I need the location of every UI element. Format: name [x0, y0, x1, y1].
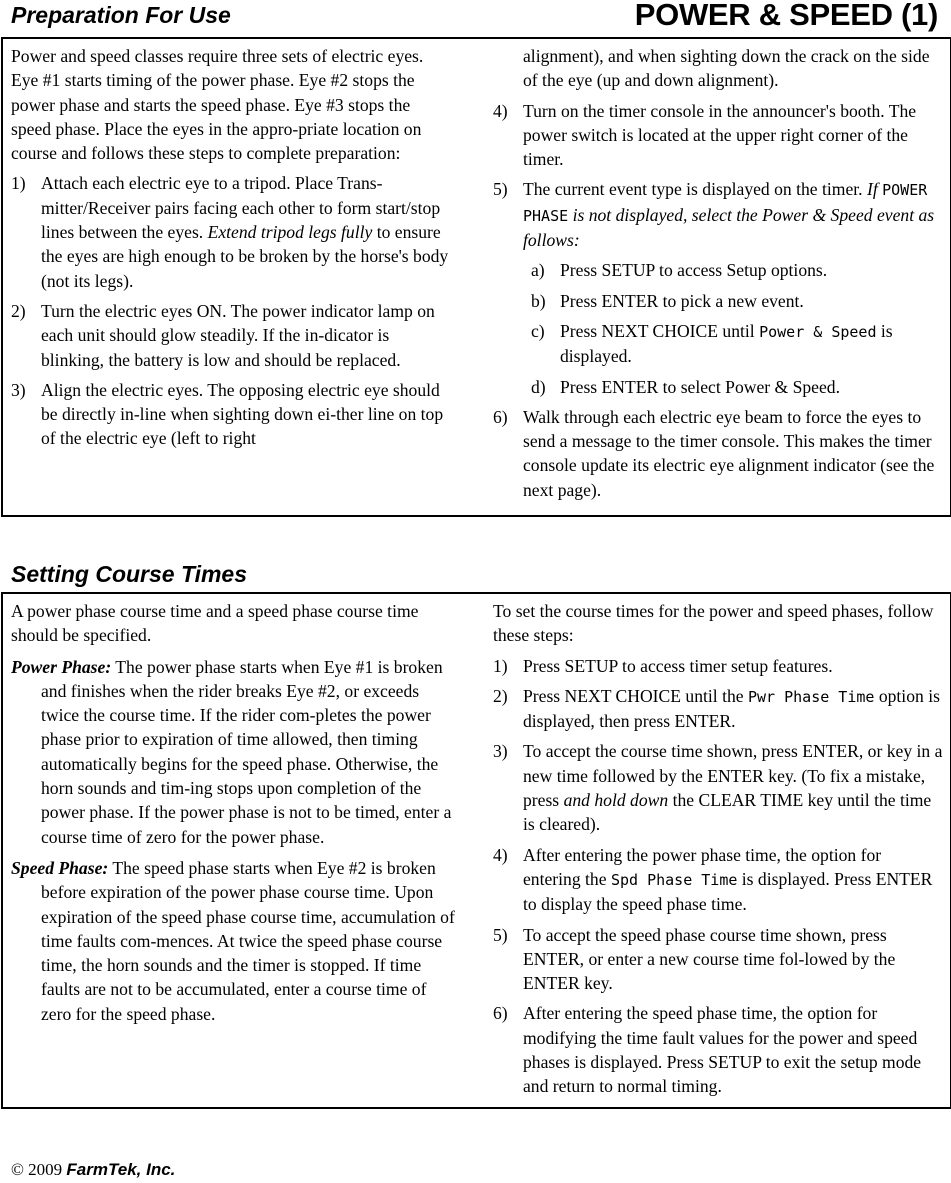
power-phase-text: The power phase starts when Eye #1 is broken and finishes when the rider breaks Eye #2, or exceeds twice the course time. If the rider com-pletes the power phase prior to expiration of time allowed, then timing automatically begins for the speed phase. Otherwise, the horn sounds and tim-ing stops upon completion of the power phase. If the power phase is not to be timed, enter a course time of zero for the power phase.	[41, 656, 452, 847]
page-title: POWER & SPEED (1)	[634, 0, 938, 32]
step-text: After entering the power phase time, the option for entering the	[523, 844, 882, 889]
course-step-4	[493, 843, 943, 917]
course-intro: A power phase course time and a speed phase course time should be specified.	[11, 601, 419, 646]
step-number: 2)	[11, 300, 26, 321]
course-step-1	[493, 654, 943, 678]
prep-step-1	[11, 171, 451, 292]
step-text: Press SETUP to access timer setup features.	[523, 655, 833, 676]
course-times-box	[1, 592, 951, 1109]
course-left-column	[11, 599, 459, 1026]
step-emphasis: and hold down	[563, 790, 669, 811]
power-phase-label: Power Phase:	[11, 656, 112, 677]
step-text: is displayed. Press ENTER to display the speed phase time.	[523, 868, 933, 915]
step-number: 1)	[11, 173, 26, 194]
substep-letter: a)	[531, 260, 545, 281]
step-text: to ensure the eyes are high enough to be broken by the horse's body (not its legs).	[41, 222, 449, 291]
display-text-power-phase: POWER PHASE	[523, 181, 928, 225]
substep-letter: c)	[531, 320, 545, 341]
step-text: alignment), and when sighting down the crack on the side of the eye (up and down alignment).	[523, 46, 930, 91]
preparation-left-column	[11, 44, 451, 451]
prep-step-4	[493, 99, 943, 172]
step-emphasis: Extend tripod legs fully	[207, 222, 373, 243]
course-step-5	[493, 923, 943, 996]
course-step-2	[493, 684, 943, 734]
step-number: 1)	[493, 655, 508, 676]
prep-substep-a	[493, 258, 943, 282]
substep-text: Press SETUP to access Setup options.	[560, 260, 828, 281]
section-title-course-times: Setting Course Times	[11, 561, 248, 587]
course-step-3	[493, 739, 943, 836]
substep-text: Press ENTER to select Power & Speed.	[560, 376, 840, 397]
step-number: 3)	[493, 741, 508, 762]
step-text: To accept the speed phase course time shown, press ENTER, or enter a new course time fol-lowed by the ENTER key.	[523, 924, 896, 994]
substep-text: is displayed.	[560, 320, 893, 367]
substep-text: Press NEXT CHOICE until	[560, 320, 755, 341]
step-emphasis: If	[866, 179, 878, 200]
prep-step-3-continued	[493, 44, 943, 93]
brand-name: FarmTek, Inc.	[66, 1160, 176, 1179]
course-right-column	[493, 599, 943, 1099]
course-step-6	[493, 1001, 943, 1098]
step-text: Align the electric eyes. The opposing electric eye should be directly in-line when sighting down ei-ther line on top of the electric eye (left to right	[41, 379, 444, 449]
display-text-spd-phase-time: Spd Phase Time	[610, 870, 738, 889]
step-text: To accept the course time shown, press ENTER, or key in a new time followed by the ENTER key. (To fix a mistake, press	[523, 741, 943, 811]
prep-substep-d	[493, 375, 943, 399]
step-number: 4)	[493, 844, 508, 865]
step-text: Attach each electric eye to a tripod. Place Trans-mitter/Receiver pairs facing each other to form start/stop lines between the eyes.	[41, 173, 441, 243]
step-text: option is displayed, then press ENTER.	[523, 685, 940, 732]
preparation-box	[1, 37, 951, 517]
display-text-pwr-phase-time: Pwr Phase Time	[747, 687, 875, 706]
step-text: Turn the electric eyes ON. The power indicator lamp on each unit should glow steadily. If the in-dicator is blinking, the battery is low and should be replaced.	[41, 300, 435, 370]
power-phase-paragraph	[11, 655, 459, 849]
prep-step-5	[493, 177, 943, 252]
step-text: After entering the speed phase time, the option for modifying the time fault values for the power and speed phases is displayed. Press SETUP to exit the setup mode and return to normal timing.	[523, 1003, 922, 1097]
footer	[11, 1160, 175, 1180]
speed-phase-text: The speed phase starts when Eye #2 is broken before expiration of the power phase course time. Upon expiration of the speed phase course time, accumulation of time faults com-mences. At twice the speed phase course time, the horn sounds and the timer is stopped. If time faults are not to be accumulated, enter a course time of zero for the speed phase.	[41, 857, 455, 1024]
step-number: 3)	[11, 379, 26, 400]
step-number: 5)	[493, 179, 508, 200]
copyright-text: © 2009	[11, 1160, 63, 1179]
step-text: Press NEXT CHOICE until the	[523, 685, 744, 706]
step-text: Walk through each electric eye beam to force the eyes to send a message to the timer console. This makes the timer console update its electric eye alignment indicator (see the next page).	[523, 406, 935, 500]
step-number: 6)	[493, 406, 508, 427]
substep-letter: d)	[531, 376, 546, 397]
substep-text: Press ENTER to pick a new event.	[560, 290, 804, 311]
step-number: 2)	[493, 685, 508, 706]
course-steps-intro: To set the course times for the power and speed phases, follow these steps:	[493, 601, 934, 646]
prep-substep-b	[493, 289, 943, 313]
preparation-right-column	[493, 44, 943, 502]
preparation-intro: Power and speed classes require three sets of electric eyes. Eye #1 starts timing of the power phase. Eye #2 stops the power phase and starts the speed phase. Eye #3 stops the speed phase. Place the eyes in the appro-priate location on course and follows these steps to complete preparation:	[11, 46, 424, 164]
substep-letter: b)	[531, 290, 546, 311]
display-text-power-speed: Power & Speed	[759, 322, 877, 341]
step-number: 5)	[493, 924, 508, 945]
prep-step-2	[11, 299, 451, 372]
speed-phase-paragraph	[11, 856, 459, 1026]
page-section-title: Preparation For Use	[11, 2, 231, 28]
prep-step-3	[11, 378, 451, 451]
speed-phase-label: Speed Phase:	[11, 857, 109, 878]
step-emphasis: is not displayed, select the Power & Speed event as follows:	[523, 204, 935, 251]
prep-substep-c	[493, 319, 943, 369]
step-text: The current event type is displayed on the timer.	[523, 179, 863, 200]
step-text: Turn on the timer console in the announcer's booth. The power switch is located at the upper right corner of the timer.	[523, 100, 917, 170]
step-number: 4)	[493, 100, 508, 121]
prep-step-6	[493, 405, 943, 502]
step-number: 6)	[493, 1003, 508, 1024]
step-text: the CLEAR TIME key until the time is cleared).	[523, 790, 932, 835]
